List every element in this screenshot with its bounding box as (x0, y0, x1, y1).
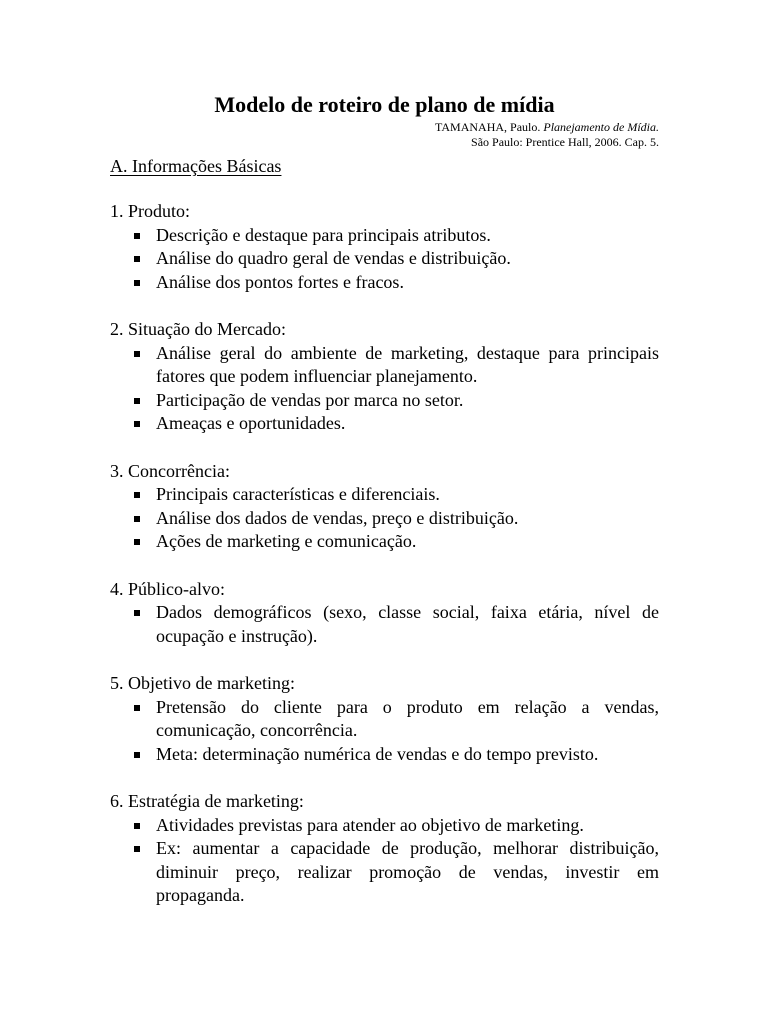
bullet-square-icon (134, 233, 140, 239)
bullet-list (110, 696, 659, 767)
bullet-text: Principais características e diferenciais. (156, 484, 440, 504)
citation-author: TAMANAHA, Paulo. (434, 120, 541, 134)
item-heading: 3. Concorrência: (110, 460, 230, 481)
bullet-text: Atividades previstas para atender ao objetivo de marketing. (156, 814, 584, 835)
bullet-item (110, 601, 659, 648)
bullet-text: Análise dos pontos fortes e fracos. (156, 271, 404, 292)
bullet-square-icon (134, 752, 140, 758)
bullet-text: Meta: determinação numérica de vendas e do tempo previsto. (156, 743, 599, 764)
bullet-square-icon (134, 539, 140, 545)
item-heading: 5. Objetivo de marketing: (110, 673, 295, 693)
bullet-item (110, 837, 659, 908)
item-heading: 1. Produto: (110, 201, 191, 221)
bullet-square-icon (134, 351, 140, 357)
bullet-text: Ameaças e oportunidades. (156, 413, 346, 433)
bullet-square-icon (134, 610, 140, 616)
item-heading: 2. Situação do Mercado: (110, 319, 286, 339)
bullet-text: Análise do quadro geral de vendas e distribuição. (156, 248, 511, 268)
document-page (110, 90, 659, 932)
bullet-list (110, 342, 659, 436)
bullet-item (110, 271, 659, 295)
bullet-list (110, 814, 659, 908)
bullet-square-icon (134, 705, 140, 711)
bullet-text: Participação de vendas por marca no setor. (156, 389, 464, 410)
item-publico-alvo (110, 578, 659, 649)
citation (110, 120, 659, 150)
bullet-text: Ex: aumentar a capacidade de produção, melhorar distribuição, diminuir preço, realizar promoção de vendas, investir em propaganda. (156, 838, 659, 905)
bullet-item (110, 224, 659, 248)
bullet-text: Ações de marketing e comunicação. (156, 531, 417, 551)
bullet-item (110, 530, 659, 554)
citation-work-title: Planejamento de Mídia. (543, 120, 659, 134)
bullet-square-icon (134, 398, 140, 404)
bullet-item (110, 507, 659, 531)
bullet-text: Análise geral do ambiente de marketing, destaque para principais fatores que podem influenciar planejamento. (156, 342, 659, 386)
document-title: Modelo de roteiro de plano de mídia (214, 92, 555, 117)
citation-publication: São Paulo: Prentice Hall, 2006. Cap. 5. (471, 135, 659, 149)
bullet-square-icon (134, 823, 140, 829)
bullet-item (110, 412, 659, 436)
bullet-list (110, 483, 659, 554)
bullet-item (110, 342, 659, 389)
item-estrategia-marketing (110, 790, 659, 908)
item-list (110, 200, 659, 908)
bullet-item (110, 696, 659, 743)
bullet-square-icon (134, 256, 140, 262)
bullet-text: Descrição e destaque para principais atributos. (156, 224, 491, 245)
bullet-square-icon (134, 516, 140, 522)
bullet-square-icon (134, 421, 140, 427)
bullet-item (110, 814, 659, 838)
bullet-text: Análise dos dados de vendas, preço e distribuição. (156, 507, 519, 528)
bullet-item (110, 247, 659, 271)
section-heading: A. Informações Básicas (110, 156, 282, 176)
item-heading: 6. Estratégia de marketing: (110, 791, 304, 811)
item-produto (110, 200, 659, 294)
bullet-item (110, 743, 659, 767)
bullet-item (110, 389, 659, 413)
bullet-list (110, 601, 659, 648)
item-heading: 4. Público-alvo: (110, 578, 225, 599)
item-concorrencia (110, 460, 659, 554)
bullet-square-icon (134, 492, 140, 498)
bullet-square-icon (134, 846, 140, 852)
bullet-square-icon (134, 280, 140, 286)
item-situacao-mercado (110, 318, 659, 436)
item-objetivo-marketing (110, 672, 659, 766)
bullet-list (110, 224, 659, 295)
bullet-text: Pretensão do cliente para o produto em relação a vendas, comunicação, concorrência. (156, 696, 659, 740)
citation-line-author (110, 120, 659, 135)
bullet-item (110, 483, 659, 507)
bullet-text: Dados demográficos (sexo, classe social, faixa etária, nível de ocupação e instrução). (156, 602, 659, 646)
